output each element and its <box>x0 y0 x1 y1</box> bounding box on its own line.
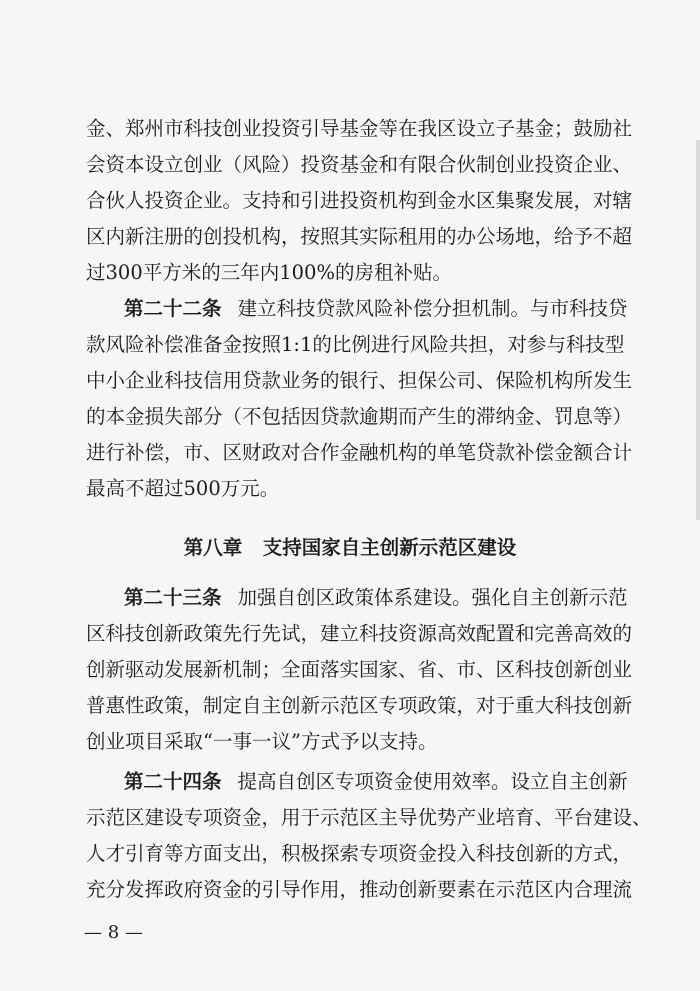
paragraph-line: 充分发挥政府资金的引导作用，推动创新要素在示范区内合理流 <box>86 878 633 901</box>
paragraph-line: 会资本设立创业（风险）投资基金和有限合伙制创业投资企业、 <box>86 153 633 176</box>
paragraph-line: 合伙人投资企业。支持和引进投资机构到金水区集聚发展，对辖 <box>86 189 633 212</box>
article-text: 提高自创区专项资金使用效率。设立自主创新 <box>237 770 628 793</box>
paragraph-line: 区内新注册的创投机构，按照其实际租用的办公场地，给予不超 <box>86 225 633 248</box>
paragraph-line: 创新驱动发展新机制；全面落实国家、省、市、区科技创新创业 <box>86 658 633 681</box>
article-text: 加强自创区政策体系建设。强化自主创新示范 <box>237 586 628 609</box>
article-heading: 第二十四条 <box>124 770 222 793</box>
paragraph-line: 过300平方米的三年内100%的房租补贴。 <box>86 261 452 284</box>
scan-edge <box>696 140 700 520</box>
paragraph-line: 金、郑州市科技创业投资引导基金等在我区设立子基金；鼓励社 <box>86 117 633 140</box>
paragraph-line: 示范区建设专项资金，用于示范区主导优势产业培育、平台建设、 <box>86 806 652 829</box>
paragraph-line: 普惠性政策，制定自主创新示范区专项政策，对于重大科技创新 <box>86 694 633 717</box>
paragraph-line: 进行补偿，市、区财政对合作金融机构的单笔贷款补偿金额合计 <box>86 441 633 464</box>
article-22-first-line <box>124 297 628 321</box>
paragraph-line: 创业项目采取“一事一议”方式予以支持。 <box>86 730 438 753</box>
chapter-heading <box>0 536 700 560</box>
article-heading: 第二十三条 <box>124 586 222 609</box>
chapter-title: 支持国家自主创新示范区建设 <box>262 536 517 559</box>
article-heading: 第二十二条 <box>124 297 222 320</box>
paragraph-line: 区科技创新政策先行先试，建立科技资源高效配置和完善高效的 <box>86 622 633 645</box>
article-23-first-line <box>124 586 628 610</box>
paragraph-line: 的本金损失部分（不包括因贷款逾期而产生的滞纳金、罚息等） <box>86 405 633 428</box>
chapter-number: 第八章 <box>183 536 243 559</box>
paragraph-line: 款风险补偿准备金按照1:1的比例进行风险共担，对参与科技型 <box>86 333 625 356</box>
paragraph-line: 最高不超过500万元。 <box>86 477 280 500</box>
paragraph-line: 中小企业科技信用贷款业务的银行、担保公司、保险机构所发生 <box>86 369 633 392</box>
article-24-first-line <box>124 770 628 794</box>
paragraph-line: 人才引育等方面支出，积极探索专项资金投入科技创新的方式， <box>86 842 633 865</box>
page-number: — 8 — <box>84 922 143 943</box>
article-text: 建立科技贷款风险补偿分担机制。与市科技贷 <box>237 297 628 320</box>
